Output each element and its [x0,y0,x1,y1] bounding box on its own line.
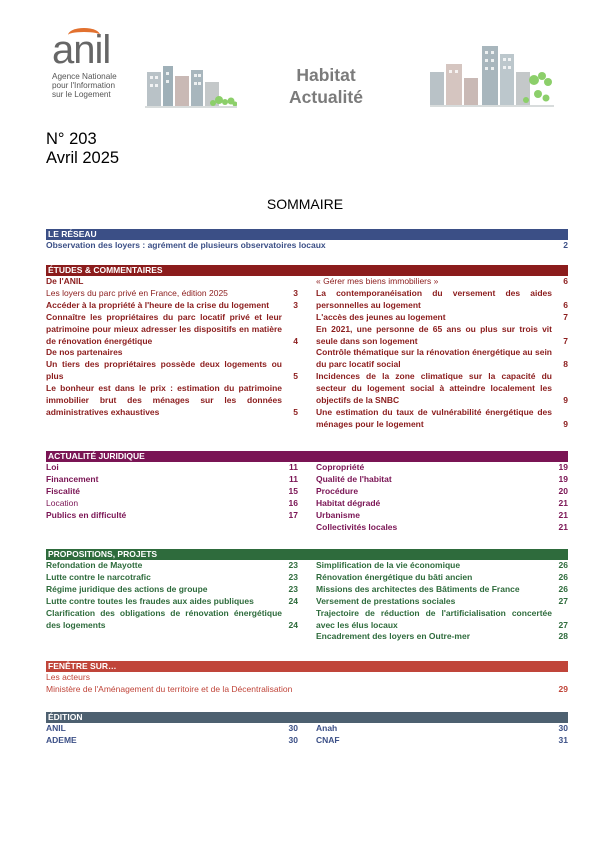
entry-list [46,672,568,696]
logo-arc-icon [68,28,100,42]
toc-entry-title: Les loyers du parc privé en France, édition 2025 [46,287,228,298]
toc-entry[interactable] [46,684,568,696]
toc-entry[interactable] [46,486,298,498]
toc-entry-title: Habitat dégradé [316,497,381,508]
toc-entry-title: Copropriété [316,462,365,472]
toc-entry-page: 11 [289,473,298,484]
city-skyline-left-icon [145,62,237,108]
toc-entry[interactable] [46,672,568,684]
toc-entry-page: 27 [558,595,568,606]
toc-entry-title: Financement [46,473,99,484]
toc-entry[interactable] [316,371,568,407]
toc-entry-title: Connaître les propriétaires du parc locatif privé et leur patrimoine pour mieux adresser les dispositifs en matière de rénovation énergétique [46,311,282,346]
toc-entry-title: Lutte contre le narcotrafic [46,571,151,582]
banner-title-line1: Habitat [296,65,356,85]
toc-entry[interactable] [46,347,298,359]
toc-entry-page: 21 [558,521,568,532]
toc-entry[interactable] [316,572,568,584]
toc-entry-title: Publics en difficulté [46,509,127,520]
toc-entry[interactable] [46,560,298,572]
toc-entry[interactable] [46,312,298,348]
toc-entry-page: 16 [288,497,298,508]
toc-entry[interactable] [316,735,568,747]
toc-entry-title: Le bonheur est dans le prix : estimation du patrimoine immobilier brut des ménages sur les données administratives exhaustives [46,383,282,417]
toc-entry-page: 5 [293,406,298,417]
toc-entry-page: 9 [563,418,568,429]
toc-entry-title: En 2021, une personne de 65 ans ou plus sur trois vit seule dans son logement [316,323,552,346]
toc-entry[interactable] [46,510,298,522]
toc-entry-title: Clarification des obligations de rénovation énergétique des logements [46,607,282,630]
toc-entry-title: Rénovation énergétique du bâti ancien [316,571,473,582]
entry-list-right [316,462,568,533]
entry-list [46,240,568,252]
toc-entry-page: 15 [288,485,298,496]
toc-entry-title: Observation des loyers : agrément de plusieurs observatoires locaux [46,240,326,250]
toc-entry-title: Régime juridique des actions de groupe [46,583,208,594]
toc-entry[interactable] [46,288,298,300]
toc-entry[interactable] [316,474,568,486]
toc-entry-title: De l'ANIL [46,276,84,286]
toc-entry[interactable] [316,407,568,431]
section-juridique [46,451,568,533]
toc-entry-page: 24 [288,619,298,630]
toc-entry-title: Trajectoire de réduction de l'artificialisation concertée avec les élus locaux [316,607,552,630]
toc-entry-title: « Gérer mes biens immobiliers » [316,276,439,286]
toc-entry[interactable] [316,522,568,534]
toc-entry-title: Fiscalité [46,485,81,496]
toc-entry-title: Incidences de la zone climatique sur la capacité du secteur du logement social à atteindre localement les objectifs de la SNBC [316,371,552,406]
toc-entry[interactable] [316,288,568,312]
section-propositions [46,549,568,643]
toc-entry-page: 23 [288,571,298,582]
section-reseau [46,229,568,252]
toc-entry[interactable] [46,572,298,584]
toc-entry-title: ADEME [46,734,77,745]
toc-entry[interactable] [316,498,568,510]
toc-entry-page: 21 [558,497,568,508]
entry-list-left [46,276,298,431]
toc-entry-title: Ministère de l'Aménagement du territoire et de la Décentralisation [46,683,293,694]
toc-entry-title: Qualité de l'habitat [316,473,392,484]
anil-logo [52,30,142,99]
toc-entry[interactable] [46,474,298,486]
toc-entry-page: 30 [288,734,298,745]
entry-list-left [46,462,298,533]
entry-list-right [316,723,568,747]
toc-entry-title: Simplification de la vie économique [316,560,461,570]
toc-entry[interactable] [46,596,298,608]
toc-entry[interactable] [316,347,568,371]
toc-entry[interactable] [316,723,568,735]
toc-entry-title: L'accès des jeunes au logement [316,311,446,322]
toc-entry-title: Anah [316,723,338,733]
toc-entry-page: 23 [288,583,298,594]
section-edition [46,712,568,747]
toc-entry-page: 6 [563,276,568,286]
toc-entry[interactable] [316,324,568,348]
toc-entry-page: 26 [558,571,568,582]
toc-entry[interactable] [46,498,298,510]
toc-entry-title: La contemporanéisation du versement des aides personnelles au logement [316,287,552,310]
toc-entry-page: 30 [558,723,568,733]
toc-entry-page: 3 [293,287,298,298]
city-skyline-right-icon [430,42,554,108]
toc-entry[interactable] [316,560,568,572]
toc-entry-page: 2 [563,240,568,250]
banner-title [276,64,376,108]
toc-entry-page: 4 [293,335,298,346]
section-fenetre [46,661,568,696]
toc-entry-title: Un tiers des propriétaires possède deux logements ou plus [46,359,282,382]
toc-entry[interactable] [46,735,298,747]
toc-entry[interactable] [316,596,568,608]
banner-title-line2: Actualité [289,87,363,107]
toc-entry-page: 9 [563,395,568,406]
toc-entry-title: Les acteurs [46,672,90,682]
toc-entry-page: 26 [558,583,568,594]
toc-entry-title: Contrôle thématique sur la rénovation énergétique au sein du parc locatif social [316,347,552,370]
toc-entry[interactable] [46,723,298,735]
toc-entry-title: De nos partenaires [46,347,123,358]
issue-number: N° 203 [46,130,97,148]
section-header: LE RÉSEAU [46,229,568,240]
toc-entry-page: 19 [558,462,568,472]
section-header: ÉTUDES & COMMENTAIRES [46,265,568,276]
entry-list-left [46,560,298,643]
toc-entry-page: 23 [288,560,298,570]
toc-entry-title: Refondation de Mayotte [46,560,143,570]
toc-entry-page: 19 [558,473,568,484]
toc-entry[interactable] [46,300,298,312]
toc-entry[interactable] [316,510,568,522]
toc-entry-page: 17 [288,509,298,520]
toc-entry-page: 5 [293,371,298,382]
section-header: PROPOSITIONS, PROJETS [46,549,568,560]
toc-entry-page: 21 [558,509,568,520]
section-etudes [46,265,568,431]
toc-entry-title: Loi [46,462,59,472]
toc-entry-title: Urbanisme [316,509,360,520]
toc-entry[interactable] [316,608,568,632]
entry-list-right [316,276,568,431]
logo-subtitle [52,72,142,99]
logo-line: sur le Logement [52,90,111,99]
section-header: FENÊTRE SUR… [46,661,568,672]
toc-entry[interactable] [46,240,568,252]
toc-entry[interactable] [46,276,298,288]
issue-date: Avril 2025 [46,149,120,167]
toc-entry[interactable] [46,584,298,596]
logo-line: Agence Nationale [52,72,117,81]
logo-text: anil [52,28,111,72]
toc-entry-title: Collectivités locales [316,521,398,532]
toc-entry[interactable] [316,276,568,288]
toc-entry[interactable] [316,486,568,498]
toc-entry-title: Accéder à la propriété à l'heure de la crise du logement [46,299,270,310]
toc-entry-page: 7 [563,311,568,322]
entry-list-left [46,723,298,747]
toc-entry-title: Encadrement des loyers en Outre-mer [316,631,471,642]
toc-entry[interactable] [316,312,568,324]
toc-entry-page: 3 [293,299,298,310]
toc-entry[interactable] [316,584,568,596]
toc-entry-title: Procédure [316,485,359,496]
toc-entry-page: 31 [558,734,568,745]
toc-entry-page: 24 [288,595,298,606]
toc-entry-page: 11 [289,462,298,472]
toc-entry-title: Missions des architectes des Bâtiments de France [316,583,520,594]
toc-entry[interactable] [316,631,568,643]
toc-entry-page: 7 [563,335,568,346]
toc-entry[interactable] [316,462,568,474]
toc-entry[interactable] [46,359,298,383]
logo-word [52,30,142,70]
toc-entry[interactable] [46,608,298,632]
toc-entry-title: Versement de prestations sociales [316,595,456,606]
toc-entry-page: 20 [558,485,568,496]
toc-entry-title: Location [46,497,79,508]
toc-entry-page: 29 [558,683,568,694]
toc-entry[interactable] [46,462,298,474]
toc-entry-page: 27 [558,619,568,630]
toc-entry-page: 28 [558,631,568,642]
toc-entry-page: 30 [288,723,298,733]
toc-entry-page: 26 [558,560,568,570]
toc-entry-page: 6 [563,299,568,310]
entry-list-right [316,560,568,643]
toc-entry-title: Lutte contre toutes les fraudes aux aides publiques [46,595,254,606]
toc-entry-title: Une estimation du taux de vulnérabilité énergétique des ménages pour le logement [316,406,552,429]
toc-entry[interactable] [46,383,298,419]
toc-entry-title: CNAF [316,734,340,745]
sommaire-title: SOMMAIRE [266,196,344,212]
section-header: ÉDITION [46,712,568,723]
toc-entry-page: 8 [563,359,568,370]
section-header: ACTUALITÉ JURIDIQUE [46,451,568,462]
issue-info [46,130,119,168]
toc-entry-title: ANIL [46,723,66,733]
logo-line: pour l'Information [52,81,116,90]
